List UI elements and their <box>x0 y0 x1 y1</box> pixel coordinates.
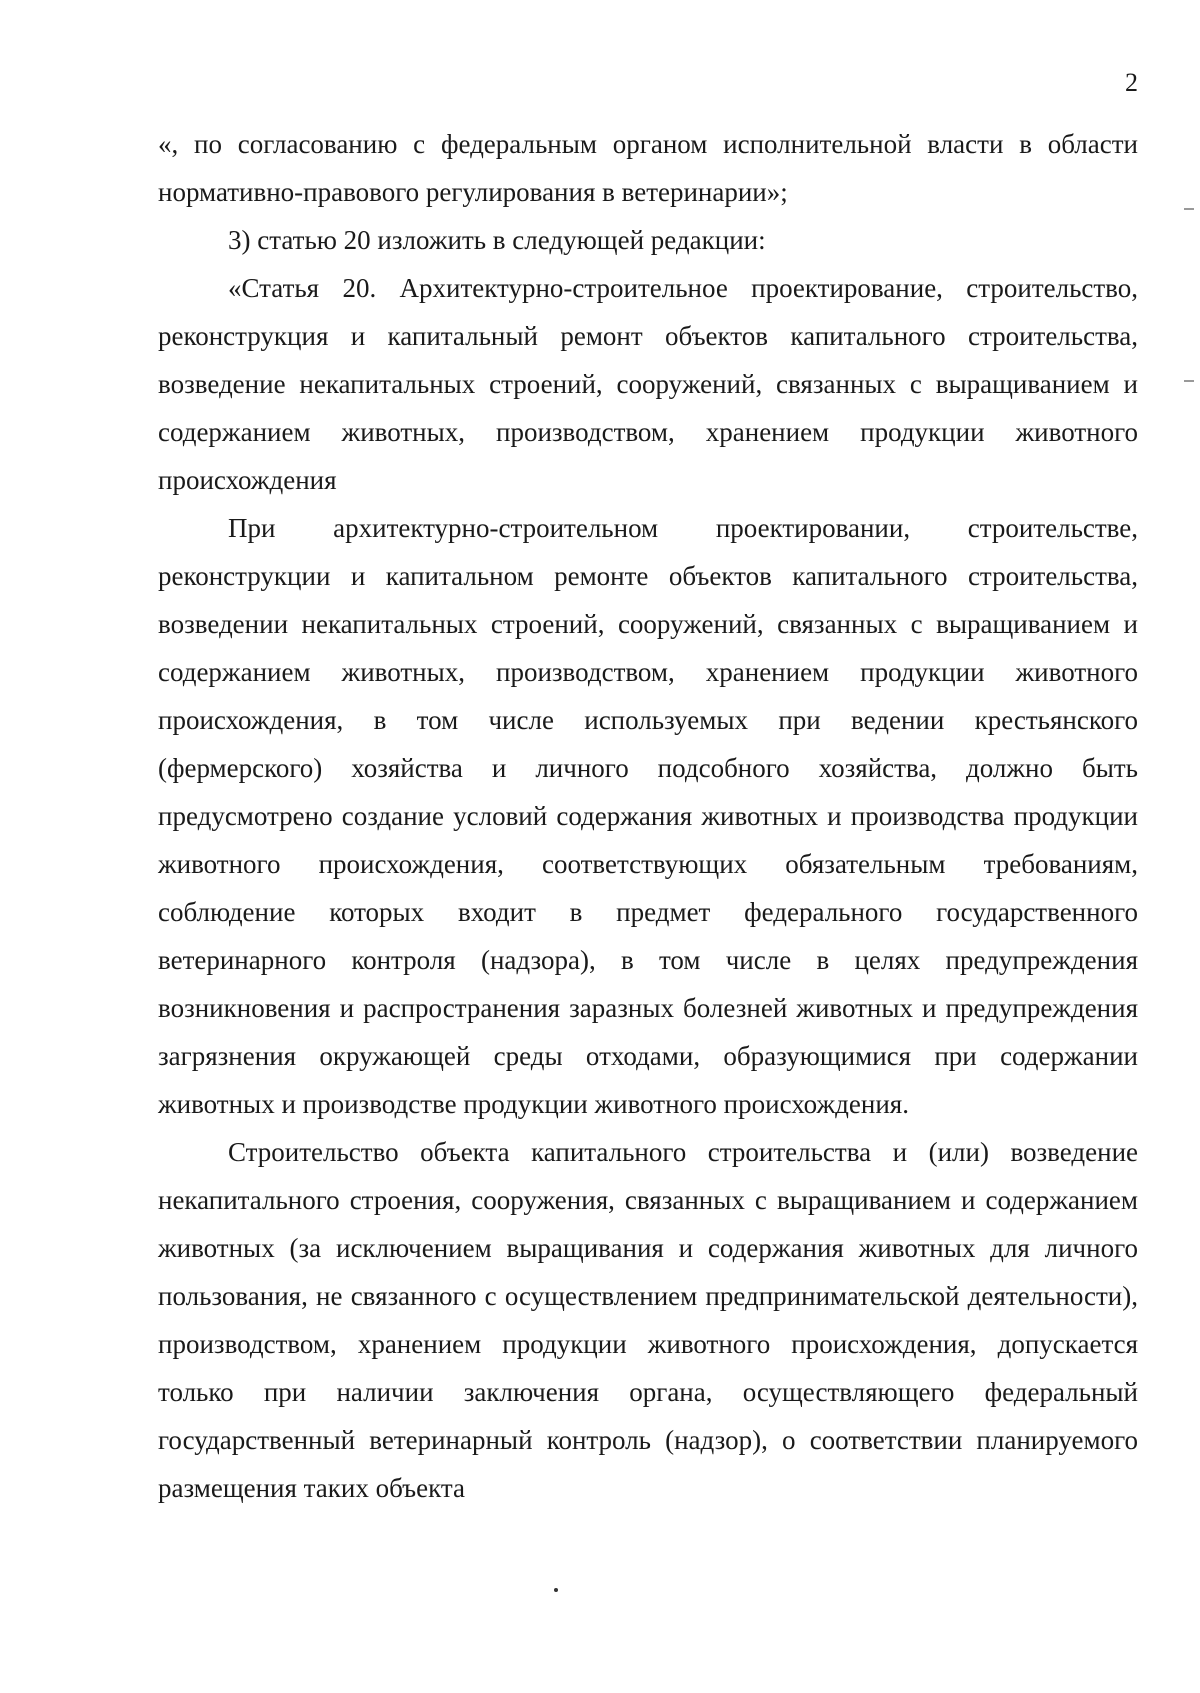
document-body <box>158 120 1138 1512</box>
margin-mark <box>1184 380 1194 382</box>
margin-mark <box>1184 208 1194 210</box>
paragraph-article-20-title: «Статья 20. Архитектурно-строительное проектирование, строительство, реконструкция и капитальный ремонт объектов капитального строительства, возведение некапитальных строений, сооружений, связанных с выращиванием и содержанием животных, производством, хранением продукции животного происхождения <box>158 273 1138 495</box>
paragraph-item-3: 3) статью 20 изложить в следующей редакции: <box>228 225 766 255</box>
paragraph-construction-conditions: Строительство объекта капитального строительства и (или) возведение некапитального строения, сооружения, связанных с выращиванием и содержанием животных (за исключением выращивания и содержания животных для личного пользования, не связанного с осуществлением предпринимательской деятельности), производством, хранением продукции животного происхождения, допускается только при наличии заключения органа, осуществляющего федеральный государственный ветеринарный контроль (надзор), о соответствии планируемого размещения таких объекта <box>158 1137 1138 1503</box>
page-number: 2 <box>1125 68 1138 97</box>
paragraph-continuation: «, по согласованию с федеральным органом исполнительной власти в области нормативно-правового регулирования в ветеринарии»; <box>158 129 1138 207</box>
paragraph-design-requirements: При архитектурно-строительном проектировании, строительстве, реконструкции и капитальном ремонте объектов капитального строительства, возведении некапитальных строений, сооружений, связанных с выращиванием и содержанием животных, производством, хранением продукции животного происхождения, в том числе используемых при ведении крестьянского (фермерского) хозяйства и личного подсобного хозяйства, должно быть предусмотрено создание условий содержания животных и производства продукции животного происхождения, соответствующих обязательным требованиям, соблюдение которых входит в предмет федерального государственного ветеринарного контроля (надзора), в том числе в целях предупреждения возникновения и распространения заразных болезней животных и предупреждения загрязнения окружающей среды отходами, образующимися при содержании животных и производстве продукции животного происхождения. <box>158 513 1138 1119</box>
scan-speck <box>554 1588 558 1592</box>
